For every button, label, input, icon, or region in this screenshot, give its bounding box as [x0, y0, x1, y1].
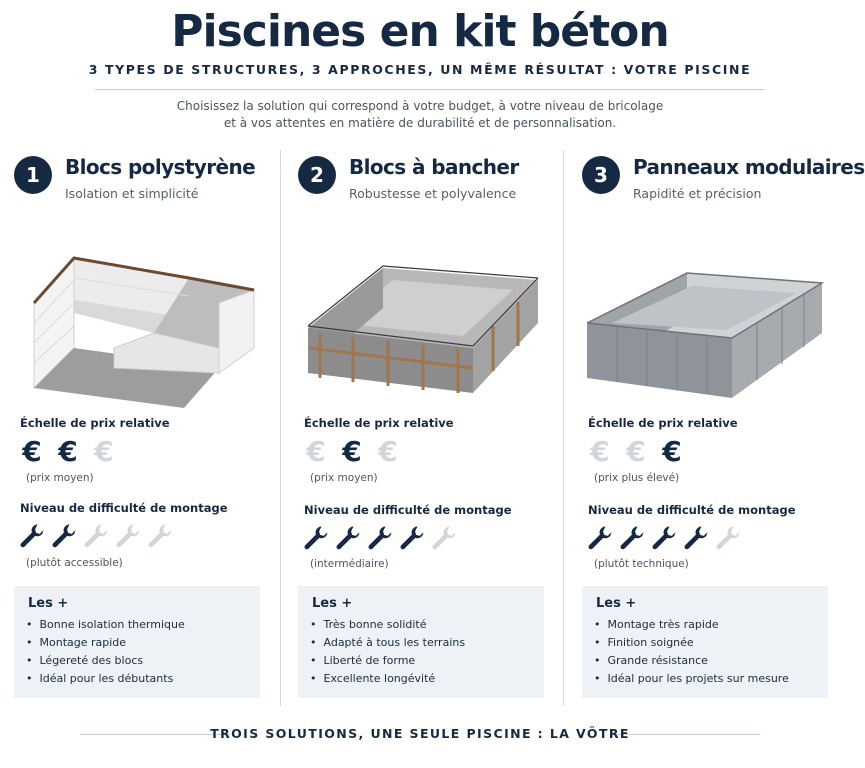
price-note: (prix plus élevé): [594, 472, 680, 484]
euro-icon: €: [94, 435, 114, 468]
footer-tagline: TROIS SOLUTIONS, UNE SEULE PISCINE : LA VÔTRE: [210, 726, 630, 741]
intro-line-1: Choisissez la solution qui correspond à votre budget, à votre niveau de bricolage: [176, 99, 664, 113]
polystyrene-pool-illustration: [14, 208, 262, 408]
wrench-icon: [682, 524, 710, 552]
difficulty-note: (plutôt technique): [594, 558, 689, 570]
advantage-item: • Légereté des blocs: [26, 652, 185, 670]
modular-panel-pool-illustration: [582, 208, 830, 408]
option-number: 3: [582, 156, 620, 194]
advantage-item: • Idéal pour les projets sur mesure: [594, 670, 789, 688]
page-subtitle: 3 TYPES DE STRUCTURES, 3 APPROCHES, UN MÊME RÉSULTAT : VOTRE PISCINE: [88, 62, 752, 77]
wrench-icon: [398, 524, 426, 552]
option-title: Blocs polystyrène: [65, 155, 256, 179]
option-number: 1: [14, 156, 52, 194]
option-subtitle: Isolation et simplicité: [65, 186, 199, 201]
advantage-item: • Idéal pour les débutants: [26, 670, 185, 688]
difficulty-note: (intermédiaire): [310, 558, 389, 570]
wrench-icon: [18, 522, 46, 550]
advantages-panel: [14, 586, 260, 698]
wrench-icon: [714, 524, 742, 552]
euro-icon: €: [662, 435, 682, 468]
option-subtitle: Rapidité et précision: [633, 186, 762, 201]
price-scale: [302, 435, 402, 468]
advantage-item: • Liberté de forme: [310, 652, 465, 670]
intro-text: [120, 98, 720, 132]
advantages-heading: Les +: [596, 596, 637, 611]
advantage-item: • Très bonne solidité: [310, 616, 465, 634]
option-title: Panneaux modulaires: [633, 155, 865, 179]
wrench-icon: [50, 522, 78, 550]
advantage-item: • Grande résistance: [594, 652, 789, 670]
advantage-item: • Adapté à tous les terrains: [310, 634, 465, 652]
advantages-list: [594, 616, 789, 688]
advantage-item: • Excellente longévité: [310, 670, 465, 688]
euro-icon: €: [378, 435, 398, 468]
advantages-panel: [298, 586, 544, 698]
price-scale-label: Échelle de prix relative: [20, 416, 170, 430]
header-divider: [95, 89, 765, 90]
difficulty-label: Niveau de difficulté de montage: [304, 503, 512, 517]
euro-icon: €: [306, 435, 326, 468]
wrench-icon: [82, 522, 110, 550]
advantages-list: [310, 616, 465, 688]
difficulty-scale: [302, 524, 458, 552]
advantages-heading: Les +: [312, 596, 353, 611]
price-scale: [586, 435, 686, 468]
price-scale: [18, 435, 118, 468]
price-note: (prix moyen): [310, 472, 378, 484]
price-note: (prix moyen): [26, 472, 94, 484]
difficulty-label: Niveau de difficulté de montage: [20, 501, 228, 515]
euro-icon: €: [342, 435, 362, 468]
option-subtitle: Robustesse et polyvalence: [349, 186, 517, 201]
option-title: Blocs à bancher: [349, 155, 519, 179]
euro-icon: €: [58, 435, 78, 468]
wrench-icon: [586, 524, 614, 552]
wrench-icon: [146, 522, 174, 550]
wrench-icon: [114, 522, 142, 550]
wrench-icon: [650, 524, 678, 552]
advantage-item: • Montage très rapide: [594, 616, 789, 634]
advantages-heading: Les +: [28, 596, 69, 611]
euro-icon: €: [590, 435, 610, 468]
difficulty-scale: [18, 522, 174, 550]
wrench-icon: [618, 524, 646, 552]
wrench-icon: [334, 524, 362, 552]
page-title: Piscines en kit béton: [171, 6, 669, 57]
wrench-icon: [430, 524, 458, 552]
euro-icon: €: [22, 435, 42, 468]
option-blocs-a-bancher: [298, 150, 568, 710]
advantage-item: • Finition soignée: [594, 634, 789, 652]
advantages-panel: [582, 586, 828, 698]
difficulty-label: Niveau de difficulté de montage: [588, 503, 796, 517]
blocs-a-bancher-pool-illustration: [298, 208, 546, 408]
wrench-icon: [302, 524, 330, 552]
advantage-item: • Bonne isolation thermique: [26, 616, 185, 634]
advantages-list: [26, 616, 185, 688]
wrench-icon: [366, 524, 394, 552]
option-panneaux-modulaires: [582, 150, 865, 710]
difficulty-scale: [586, 524, 742, 552]
difficulty-note: (plutôt accessible): [26, 557, 123, 569]
advantage-item: • Montage rapide: [26, 634, 185, 652]
option-number: 2: [298, 156, 336, 194]
option-polystyrene: [14, 150, 284, 710]
euro-icon: €: [626, 435, 646, 468]
price-scale-label: Échelle de prix relative: [588, 416, 738, 430]
intro-line-2: et à vos attentes en matière de durabilité et de personnalisation.: [223, 116, 617, 130]
price-scale-label: Échelle de prix relative: [304, 416, 454, 430]
